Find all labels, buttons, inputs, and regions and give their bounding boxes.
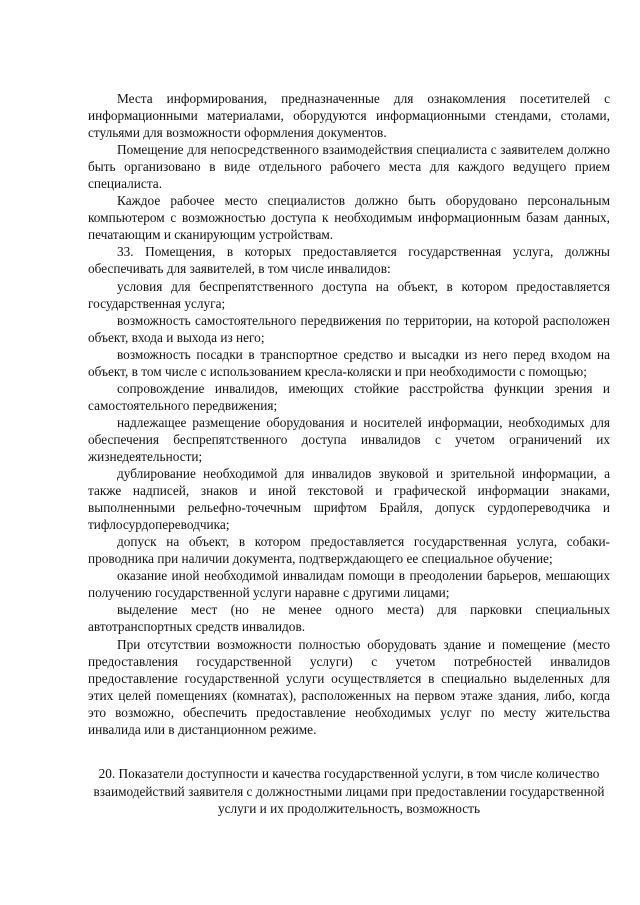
section-heading: 20. Показатели доступности и качества государственной услуги, в том числе количество взаимодействий заявителя с должностными лицами при предоставлении государственной услуги и их продолжительность, возможность <box>93 766 605 816</box>
list-item-vehicle-boarding: возможность посадки в транспортное средство и высадки из него перед входом на объект, в том числе с использованием кресла-коляски и при необходимости с помощью; <box>88 346 610 379</box>
list-item-other-assistance: оказание иной необходимой инвалидам помощи в преодолении барьеров, мешающих получению государственной услуги наравне с другими лицами; <box>88 568 610 601</box>
paragraph-workplace-equipment: Каждое рабочее место специалистов должно быть оборудовано персональным компьютером с возможностью доступа к необходимым информационным базам данных, печатающим и сканирующим устройствам. <box>88 193 610 243</box>
paragraph-clause-33: 33. Помещения, в которых предоставляется государственная услуга, должны обеспечивать для заявителей, в том числе инвалидов: <box>88 244 610 277</box>
list-item-equipment-placement: надлежащее размещение оборудования и носителей информации, необходимых для обеспечения беспрепятственного доступа инвалидов с учетом ограничений их жизнедеятельности; <box>88 414 610 464</box>
list-item-guide-dog: допуск на объект, в котором предоставляется государственная услуга, собаки-проводника при наличии документа, подтверждающего ее специальное обучение; <box>88 534 610 567</box>
paragraph-alternative-service: При отсутствии возможности полностью оборудовать здание и помещение (место предоставления государственной услуги) с учетом потребностей инвалидов предоставление государственной услуги осуществляется в специально выделенных для этих целей помещениях (комнатах), расположенных на первом этаже здания, либо, когда это возможно, обеспечить предоставление необходимых услуг по месту жительства инвалида или в дистанционном режиме. <box>88 636 610 737</box>
paragraph-interaction-room: Помещение для непосредственного взаимодействия специалиста с заявителем должно быть организовано в виде отдельного рабочего места для каждого ведущего прием специалиста. <box>88 142 610 192</box>
list-item-independent-movement: возможность самостоятельного передвижения по территории, на которой расположен объект, входа и выхода из него; <box>88 312 610 345</box>
list-item-parking: выделение мест (но не менее одного места) для парковки специальных автотранспортных средств инвалидов. <box>88 602 610 635</box>
list-item-escort: сопровождение инвалидов, имеющих стойкие расстройства функции зрения и самостоятельного передвижения; <box>88 380 610 413</box>
list-item-access-conditions: условия для беспрепятственного доступа на объект, в котором предоставляется государственная услуга; <box>88 278 610 311</box>
paragraph-information-places: Места информирования, предназначенные для ознакомления посетителей с информационными материалами, оборудуются информационными стендами, столами, стульями для возможности оформления документов. <box>88 91 610 141</box>
document-body <box>88 90 610 738</box>
list-item-information-duplication: дублирование необходимой для инвалидов звуковой и зрительной информации, а также надписей, знаков и иной текстовой и графической информации знаками, выполненными рельефно-точечным шрифтом Брайля, допуск сурдопереводчика и тифлосурдопереводчика; <box>88 466 610 533</box>
